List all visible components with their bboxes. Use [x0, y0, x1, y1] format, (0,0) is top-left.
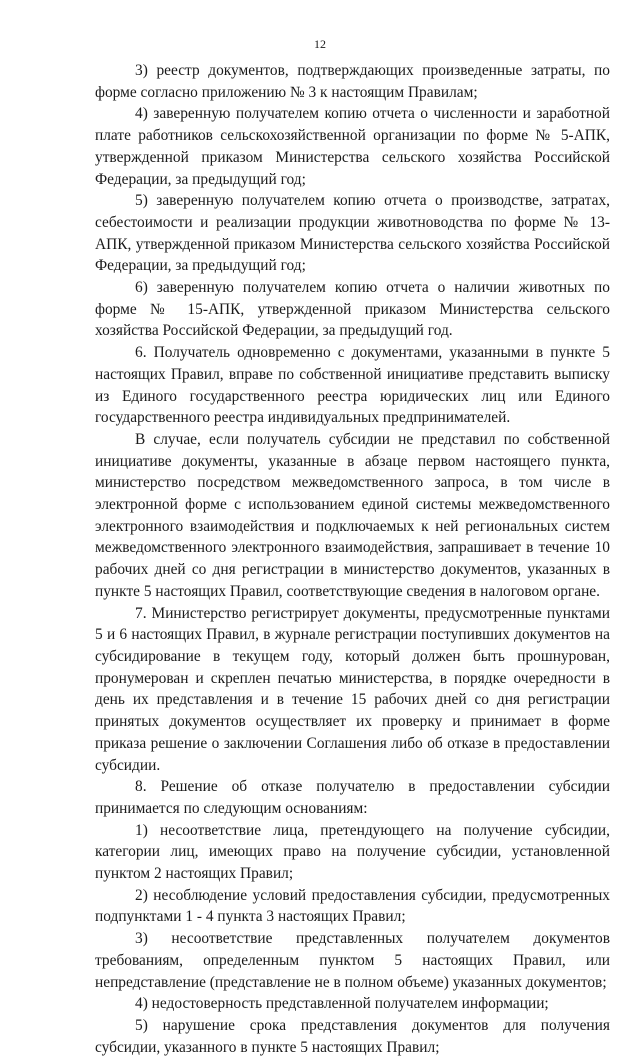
paragraph: 1) несоответствие лица, претендующего на получение субсидии, категории лиц, имеющих право на получение субсидии, установленной пунктом 2 настоящих Правил; [95, 821, 610, 883]
paragraph: 5) заверенную получателем копию отчета о производстве, затратах, себестоимости и реализации продукции животноводства по форме № 13-АПК, утвержденной приказом Министерства сельского хозяйства Российской Федерации, за предыдущий год; [95, 192, 610, 275]
paragraph: 4) заверенную получателем копию отчета о численности и заработной плате работников сельскохозяйственной организации по форме № 5-АПК, утвержденной приказом Министерства сельского хозяйства Российской Федерации, за предыдущий год; [95, 105, 610, 188]
page-number: 12 [314, 37, 326, 51]
paragraph: 4) недостоверность представленной получателем информации; [135, 995, 549, 1013]
paragraph: 6) заверенную получателем копию отчета о наличии животных по форме № 15-АПК, утвержденной приказом Министерства сельского хозяйства Российской Федерации, за предыдущий год. [95, 279, 610, 340]
paragraph: 5) нарушение срока представления документов для получения субсидии, указанного в пункте 5 настоящих Правил; [95, 1016, 610, 1056]
paragraph: 6. Получатель одновременно с документами, указанными в пункте 5 настоящих Правил, вправе по собственной инициативе представить выписку из Единого государственного реестра юридических лиц или Единого государственного реестра индивидуальных предпринимателей. [95, 344, 610, 427]
paragraph: 3) несоответствие представленных получателем документов требованиям, определенным пунктом 5 настоящих Правил, или непредставление (представление не в полном объеме) указанных документов; [95, 930, 610, 991]
paragraph: 2) несоблюдение условий предоставления субсидии, предусмотренных подпунктами 1 - 4 пункта 3 настоящих Правил; [95, 886, 610, 926]
paragraph: 3) реестр документов, подтверждающих произведенные затраты, по форме согласно приложению № 3 к настоящим Правилам; [95, 62, 610, 101]
paragraph: В случае, если получатель субсидии не представил по собственной инициативе документы, указанные в абзаце первом настоящего пункта, министерство посредством межведомственного запроса, в том числе в электронной форме с использованием единой системы межведомственного электронного взаимодействия и подключаемых к ней региональных систем межведомственного электронного взаимодействия, запрашивает в течение 10 рабочих дней со дня регистрации в министерство документов, указанных в пункте 5 настоящих Правил, соответствующие сведения в налоговом органе. [95, 430, 610, 600]
document-body [95, 60, 610, 1058]
paragraph: 7. Министерство регистрирует документы, предусмотренные пунктами 5 и 6 настоящих Правил, в журнале регистрации поступивших документов на субсидирование в текущем году, который должен быть прошнурован, пронумерован и скреплен печатью министерства, в порядке очередности в день их представления и в течение 15 рабочих дней со дня регистрации принятых документов осуществляет их проверку и принимает в форме приказа решение о заключении Соглашения либо об отказе в предоставлении субсидии. [95, 604, 610, 774]
paragraph: 8. Решение об отказе получателю в предоставлении субсидии принимается по следующим основаниям: [95, 778, 610, 817]
